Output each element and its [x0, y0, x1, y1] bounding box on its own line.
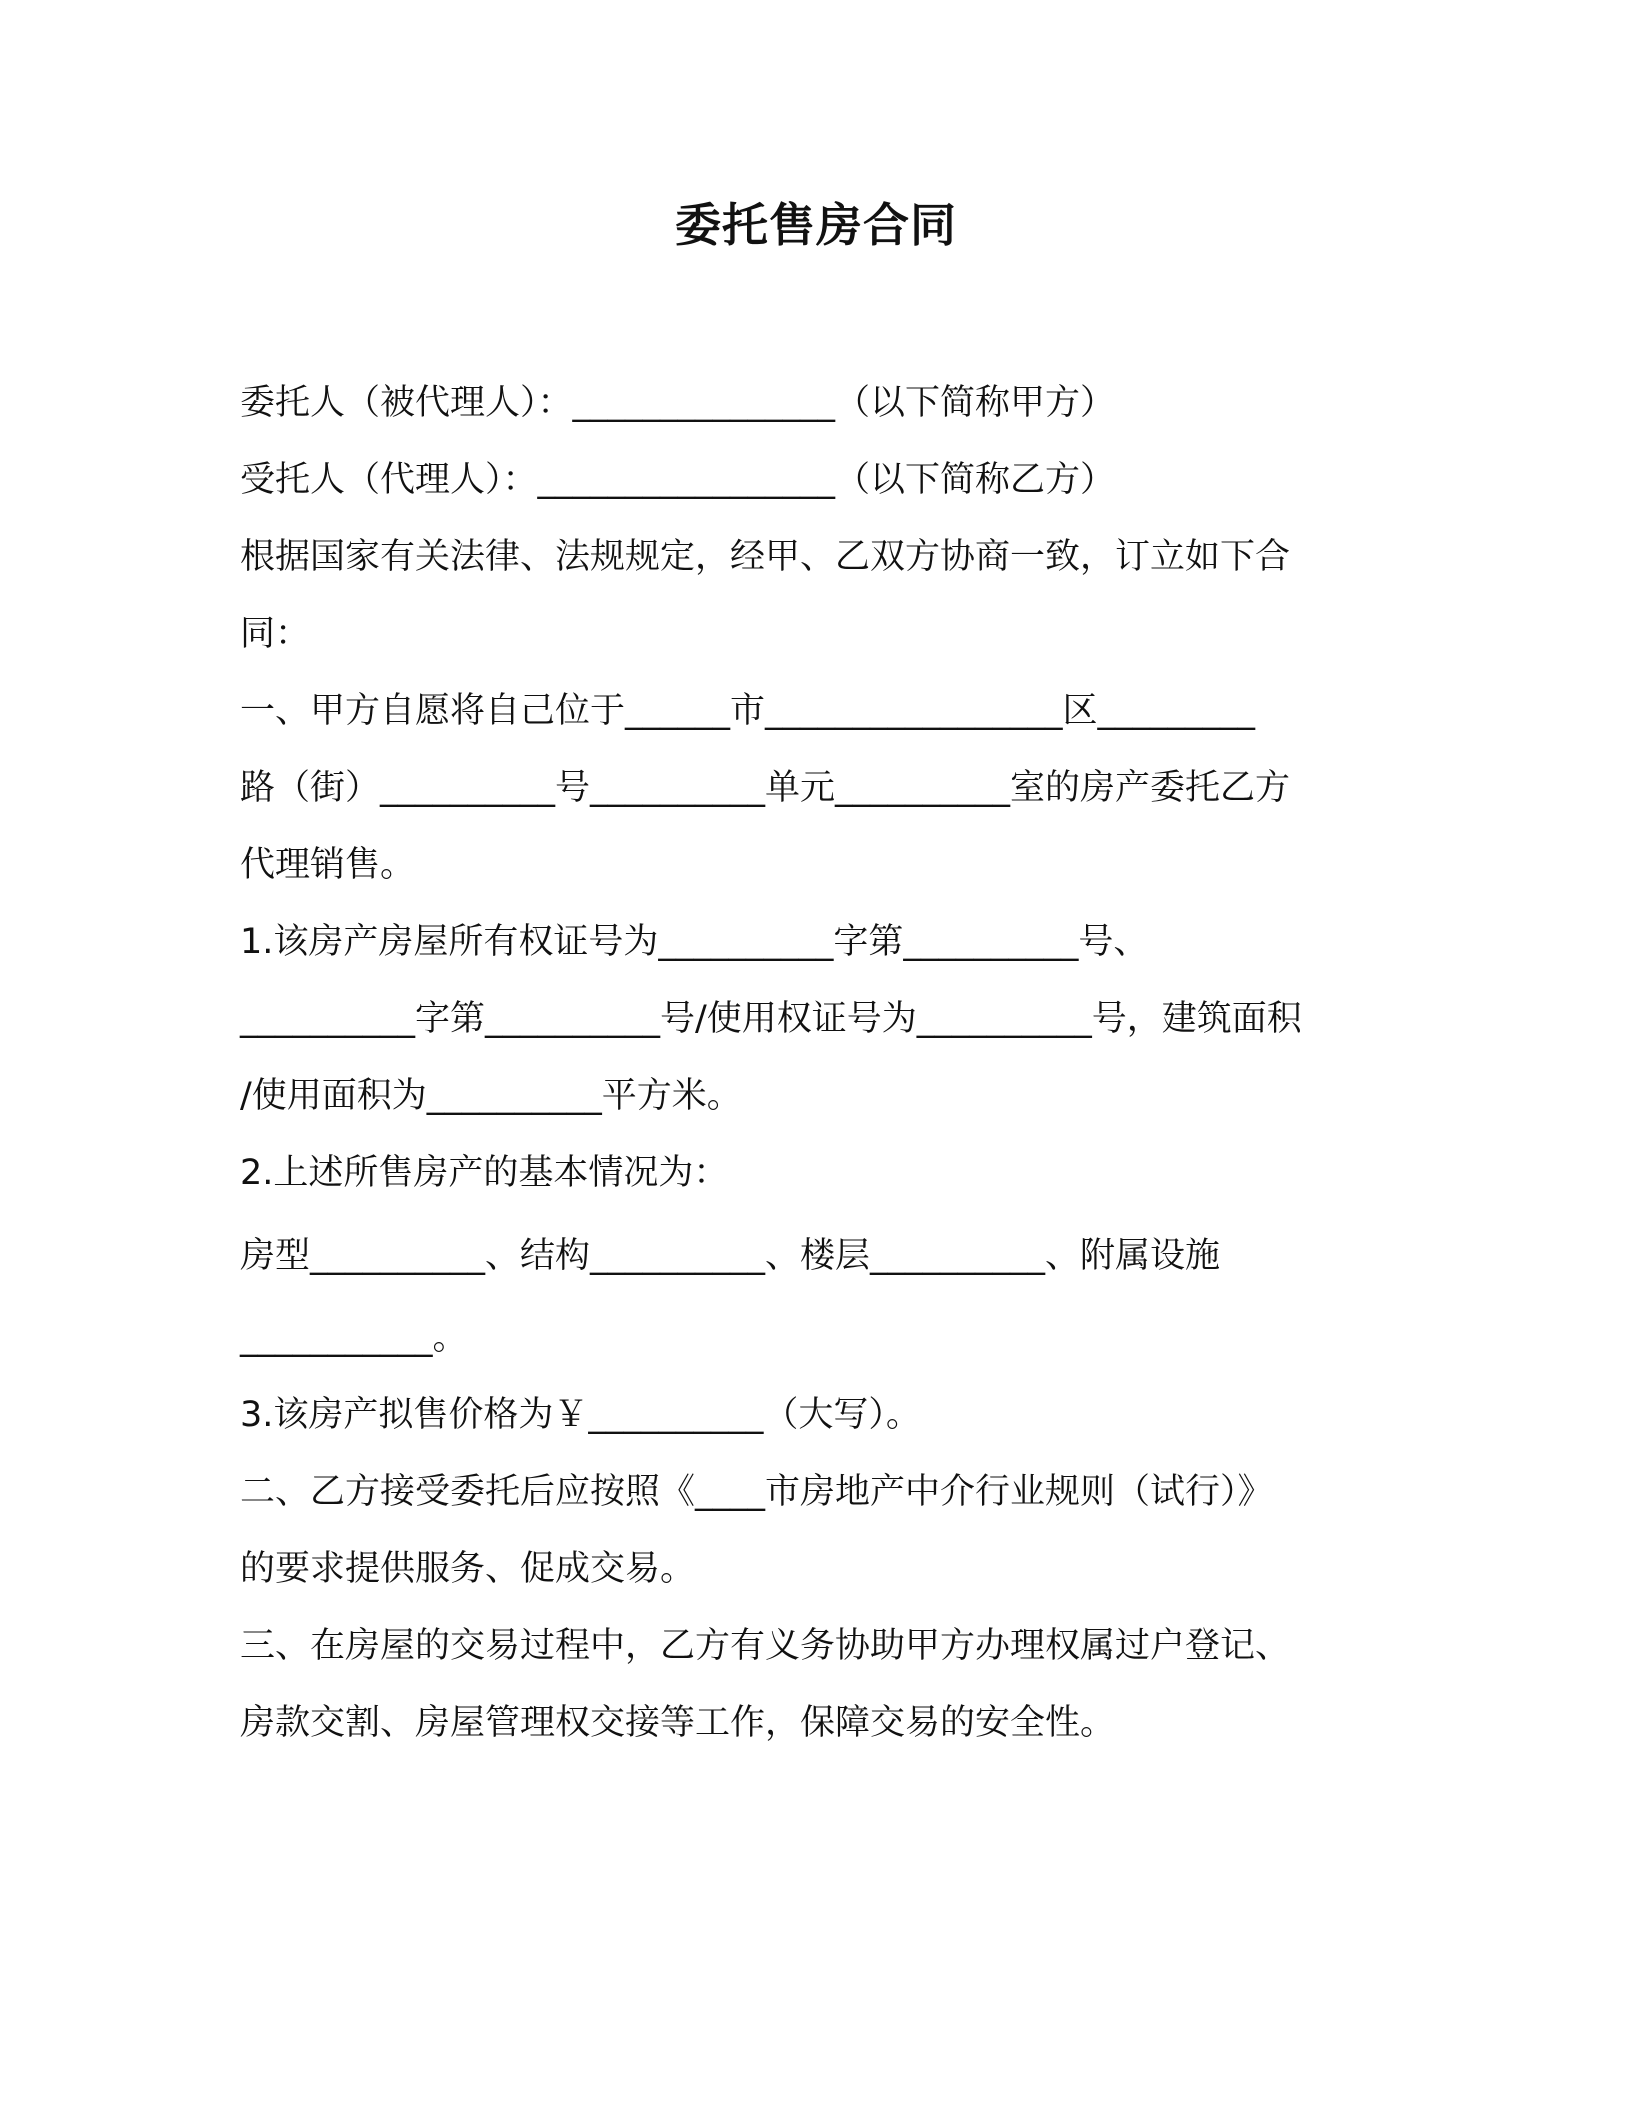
clause-principal-line: 委托人（被代理人）：_______________（以下简称甲方） [240, 383, 1116, 423]
clause-1-line: 代理销售。 [240, 845, 416, 885]
item-1-line: /使用面积为__________平方米。 [240, 1076, 742, 1116]
document-body [240, 365, 1390, 1762]
clause-2-line: 的要求提供服务、促成交易。 [240, 1549, 696, 1589]
preamble-line: 根据国家有关法律、法规规定，经甲、乙双方协商一致，订立如下合 [240, 537, 1291, 577]
preamble-line: 同： [240, 614, 311, 654]
document-title: 委托售房合同 [675, 198, 957, 252]
item-3-line: 3.该房产拟售价格为￥__________（大写）。 [240, 1395, 921, 1435]
clause-3-line: 房款交割、房屋管理权交接等工作，保障交易的安全性。 [240, 1703, 1116, 1743]
item-2-line: 房型__________、结构__________、楼层__________、附属设施 [240, 1236, 1221, 1276]
item-1-line: 1.该房产房屋所有权证号为__________字第__________号、 [240, 922, 1149, 962]
clause-1-line: 路（街）__________号__________单元__________室的房产委托乙方 [240, 768, 1291, 808]
clause-2-line: 二、乙方接受委托后应按照《____市房地产中介行业规则（试行）》 [240, 1472, 1273, 1512]
item-2-line: ___________。 [240, 1318, 468, 1358]
clause-agent-line: 受托人（代理人）：_________________（以下简称乙方） [240, 460, 1116, 500]
clause-1-line: 一、甲方自愿将自己位于______市_________________区_________ [240, 691, 1256, 731]
item-2-line: 2.上述所售房产的基本情况为： [240, 1153, 729, 1193]
item-1-line: __________字第__________号/使用权证号为__________号，建筑面积 [240, 999, 1302, 1039]
clause-3-line: 三、在房屋的交易过程中，乙方有义务协助甲方办理权属过户登记、 [240, 1626, 1291, 1666]
